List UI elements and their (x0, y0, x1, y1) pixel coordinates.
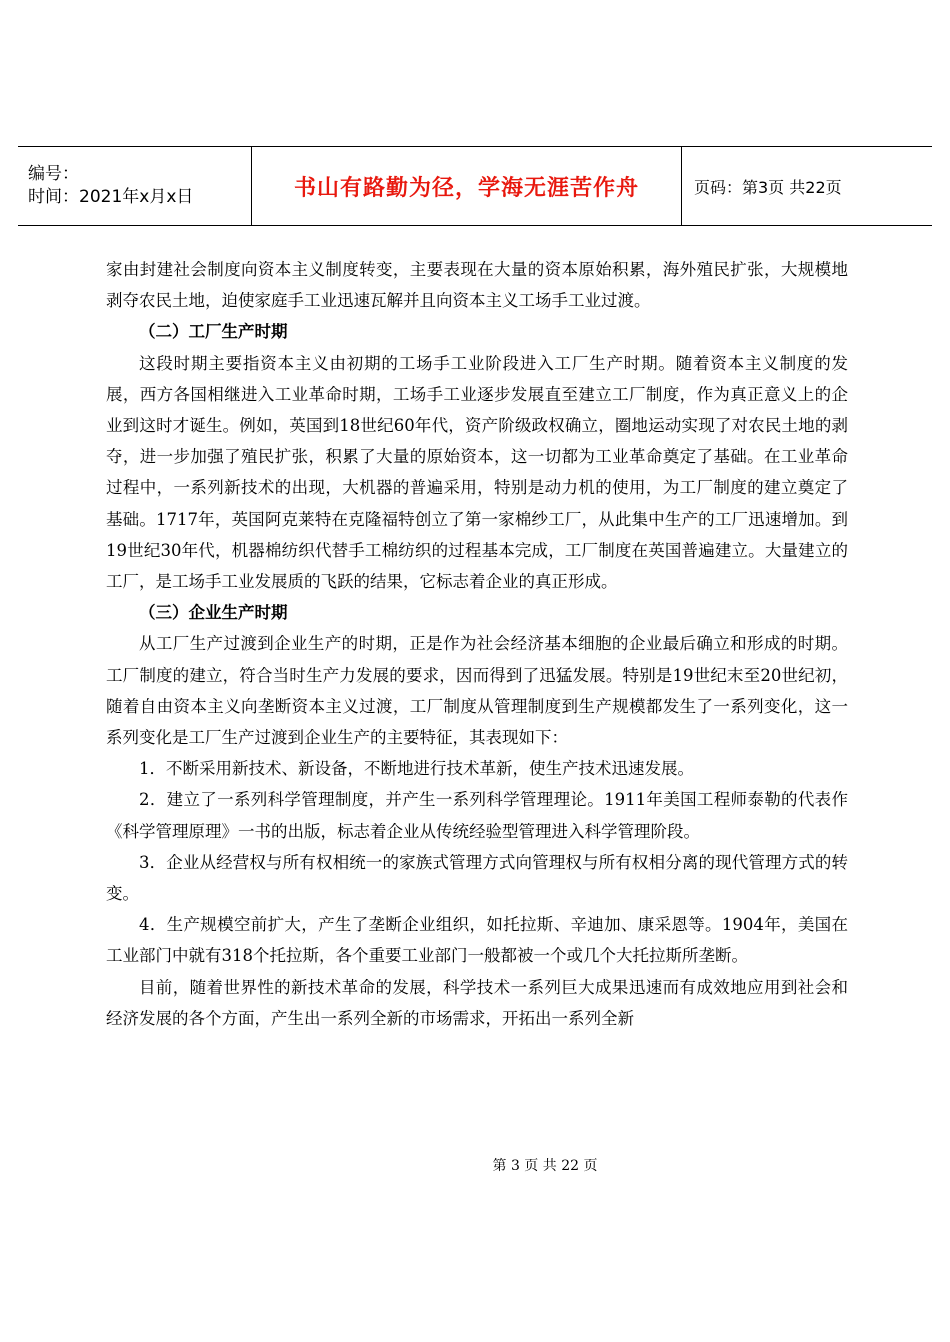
header-page-info: 页码：第3页 共22页 (694, 177, 842, 197)
header-meta (18, 147, 252, 225)
list-item-3: 3．企业从经营权与所有权相统一的家族式管理方式向管理权与所有权相分离的现代管理方式的转变。 (106, 852, 848, 904)
section-heading-enterprise: （三）企业生产时期 (139, 603, 288, 623)
number-label: 编号： (28, 164, 79, 184)
header-motto: 书山有路勤为径，学海无涯苦作舟 (293, 175, 639, 201)
list-item-4: 4．生产规模空前扩大，产生了垄断企业组织，如托拉斯、辛迪加、康采恩等。1904年，美国在工业部门中就有318个托拉斯，各个重要工业部门一般都被一个或几个大托拉斯所垄断。 (106, 915, 848, 966)
document-body (106, 254, 848, 1034)
document-header (18, 146, 932, 226)
list-item-2: 2．建立了一系列科学管理制度，并产生一系列科学管理理论。1911年美国工程师泰勒的代表作《科学管理原理》一书的出版，标志着企业从传统经验型管理进入科学管理阶段。 (106, 790, 848, 841)
header-motto-cell (252, 147, 682, 225)
page-footer: 第 3 页 共 22 页 (492, 1158, 598, 1174)
section-heading-factory: （二）工厂生产时期 (139, 322, 288, 342)
date-label: 时间：2021年x月x日 (28, 187, 194, 207)
paragraph-continued: 家由封建社会制度向资本主义制度转变，主要表现在大量的资本原始积累，海外殖民扩张，大规模地剥夺农民土地，迫使家庭手工业迅速瓦解并且向资本主义工场手工业过渡。 (106, 260, 848, 311)
paragraph-factory: 这段时期主要指资本主义由初期的工场手工业阶段进入工厂生产时期。随着资本主义制度的发展，西方各国相继进入工业革命时期，工场手工业逐步发展直至建立工厂制度，作为真正意义上的企业到这时才诞生。例如，英国到18世纪60年代，资产阶级政权确立，圈地运动实现了对农民土地的剥夺，进一步加强了殖民扩张，积累了大量的原始资本，这一切都为工业革命奠定了基础。在工业革命过程中，一系列新技术的出现，大机器的普遍采用，特别是动力机的使用，为工厂制度的建立奠定了基础。1717年，英国阿克莱特在克隆福特创立了第一家棉纱工厂，从此集中生产的工厂迅速增加。到19世纪30年代，机器棉纺织代替手工棉纺织的过程基本完成，工厂制度在英国普遍建立。大量建立的工厂，是工场手工业发展质的飞跃的结果，它标志着企业的真正形成。 (106, 353, 848, 592)
paragraph-enterprise: 从工厂生产过渡到企业生产的时期，正是作为社会经济基本细胞的企业最后确立和形成的时期。工厂制度的建立，符合当时生产力发展的要求，因而得到了迅猛发展。特别是19世纪末至20世纪初，随着自由资本主义向垄断资本主义过渡，工厂制度从管理制度到生产规模都发生了一系列变化，这一系列变化是工厂生产过渡到企业生产的主要特征，其表现如下： (106, 634, 848, 748)
paragraph-current: 目前，随着世界性的新技术革命的发展，科学技术一系列巨大成果迅速而有成效地应用到社会和经济发展的各个方面，产生出一系列全新的市场需求，开拓出一系列全新 (106, 977, 848, 1028)
list-item-1: 1．不断采用新技术、新设备，不断地进行技术革新，使生产技术迅速发展。 (139, 759, 694, 779)
